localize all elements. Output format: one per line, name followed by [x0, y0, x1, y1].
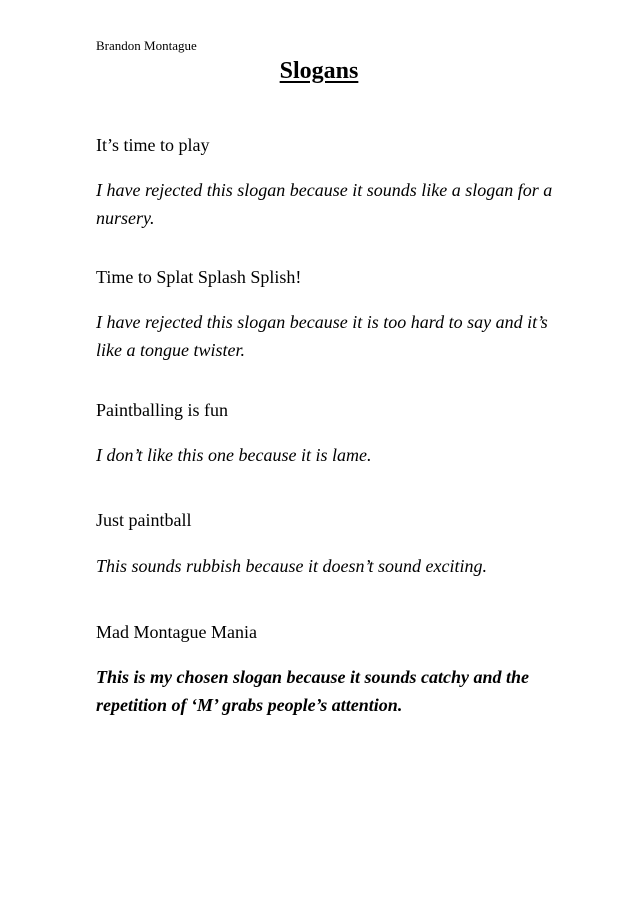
- chosen-slogan-comment: This is my chosen slogan because it sounds catchy and the repetition of ‘M’ grabs people’s attention.: [96, 667, 530, 715]
- slogan-4: Just paintball: [96, 510, 192, 530]
- slogan-3-comment: I don’t like this one because it is lame.: [96, 445, 372, 465]
- slogan-2-comment: I have rejected this slogan because it is too hard to say and it’s like a tongue twister.: [96, 312, 548, 360]
- slogan-4-comment: This sounds rubbish because it doesn’t sound exciting.: [96, 556, 487, 576]
- author-name: Brandon Montague: [96, 38, 197, 53]
- slogan-2: Time to Splat Splash Splish!: [96, 267, 302, 287]
- slogan-5: Mad Montague Mania: [96, 622, 257, 642]
- slogan-1: It’s time to play: [96, 135, 210, 155]
- page-title: Slogans: [279, 58, 359, 84]
- slogan-3: Paintballing is fun: [96, 400, 228, 420]
- slogan-1-comment: I have rejected this slogan because it sounds like a slogan for a nursery.: [96, 180, 553, 228]
